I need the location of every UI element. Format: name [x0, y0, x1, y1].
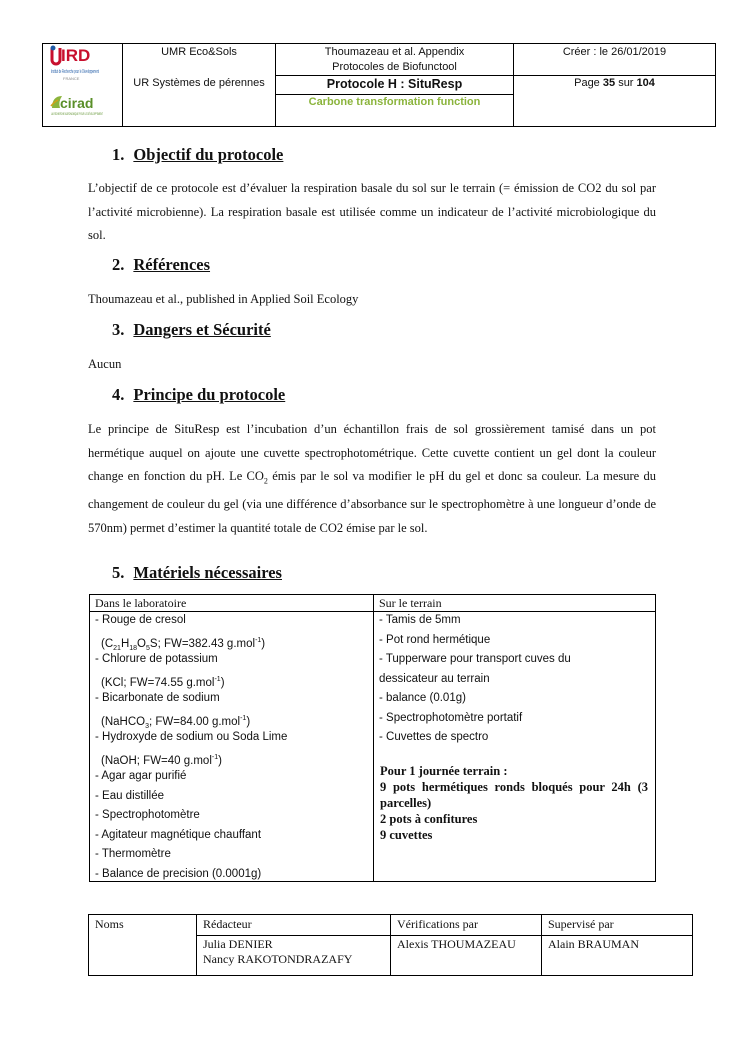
list-item: - Hydroxyde de sodium ou Soda Lime [95, 731, 288, 743]
section-heading-principle: 4. Principe du protocole [112, 385, 286, 404]
protocol-title: Protocole H : SituResp [326, 77, 463, 91]
document-header [42, 43, 716, 127]
author-name-2: Nancy RAKOTONDRAZAFY [203, 952, 353, 966]
list-item: - Bicarbonate de sodium [95, 692, 220, 704]
section-heading-references: 2. Références [112, 255, 211, 274]
supervisor-name: Alain BRAUMAN [548, 937, 640, 951]
field-day-summary [380, 763, 648, 843]
list-item: dessicateur au terrain [379, 672, 490, 685]
lab-materials-list [95, 611, 287, 884]
list-item: - Cuvettes de spectro [379, 731, 489, 743]
field-day-item: 9 pots hermétiques ronds bloqués pour 24h (3 parcelles) [380, 780, 648, 810]
approval-table [88, 914, 693, 976]
reviewer-header: Vérifications par [397, 917, 478, 931]
svg-text:FRANCE: FRANCE [63, 76, 80, 81]
author-header: Rédacteur [203, 917, 252, 931]
created-date: Créer : le 26/01/2019 [562, 46, 667, 58]
list-item: - Eau distillée [95, 789, 165, 802]
reference-line-1: Thoumazeau et al. Appendix [324, 46, 465, 58]
list-item: - Chlorure de potassium [95, 653, 218, 665]
ird-logo [51, 46, 100, 82]
objective-paragraph: L’objectif de ce protocole est d’évaluer la respiration basale du sol sur le terrain (= émission de CO2 du sol par l’activité microbienne). La respiration basale est utilisée comme un indicateur de l’activité microbiologique du sol. [88, 181, 656, 242]
principle-paragraph: Le principe de SituResp est l’incubation d’un échantillon frais de sol grossièrement tamisé dans un pot hermétique auquel on ajoute une cuvette spectrophotométrique. Cette cuvette contient un gel dont la couleur change en fonction du pH. Le $CO_2$ émis par le sol va modifier le pH du gel et donc sa couleur. La mesure du changement de couleur du gel (via une différence d’absorbance sur le spectrophomètre à une longueur d’onde de 570nm) permet d’estimer la quantité totale de CO2 émise par le sol. [88, 422, 656, 535]
svg-text:IRD: IRD [61, 46, 91, 65]
list-item: - Agar agar purifié [95, 770, 187, 782]
unit-cell [123, 44, 276, 126]
list-item: - Tamis de 5mm [379, 614, 461, 626]
institution-logos [43, 44, 146, 128]
svg-text:Institut de Recherche pour le: Institut de Recherche pour le Développement [51, 69, 100, 75]
field-day-item: 9 cuvettes [380, 828, 433, 842]
list-item: - Pot rond hermétique [379, 633, 491, 646]
logos-cell [43, 44, 146, 126]
list-item: - Spectrophotomètre [95, 809, 200, 821]
supervisor-header: Supervisé par [548, 917, 614, 931]
author-name-1: Julia DENIER [203, 937, 273, 951]
unit-name: UMR Eco&Sols [161, 46, 237, 58]
lab-column-header: Dans le laboratoire [95, 596, 187, 610]
list-item: (NaOH; FW=40 g.mol$^{-1}$) [101, 753, 222, 767]
list-item: - Tupperware pour transport cuves du [379, 653, 571, 665]
list-item: - Rouge de cresol [95, 614, 186, 626]
references-paragraph: Thoumazeau et al., published in Applied Soil Ecology [88, 292, 359, 306]
svg-text:LA RECHERCHE AGRONOMIQUE POUR: LA RECHERCHE AGRONOMIQUE POUR LE DÉVELOPPEMENT [51, 112, 146, 116]
list-item: (NaHCO$_3$; FW=84.00 g.mol$^{-1}$) [101, 714, 251, 730]
reference-cell [276, 44, 514, 126]
section-heading-objective: 1. Objectif du protocole [112, 145, 284, 164]
names-label: Noms [95, 917, 124, 931]
field-day-title: Pour 1 journée terrain : [380, 764, 508, 778]
list-item: (KCl; FW=74.55 g.mol$^{-1}$) [101, 675, 225, 689]
cirad-logo [51, 95, 146, 116]
field-column-header: Sur le terrain [379, 596, 442, 610]
materials-table [89, 594, 656, 882]
reviewer-name: Alexis THOUMAZEAU [397, 937, 516, 951]
field-day-item: 2 pots à confitures [380, 812, 478, 826]
page-number: Page 35 sur 104 [574, 77, 655, 89]
section-heading-materials: 5. Matériels nécessaires [112, 563, 282, 582]
list-item: - balance (0.01g) [379, 692, 466, 704]
list-item: - Agitateur magnétique chauffant [95, 828, 262, 841]
list-item: - Spectrophotomètre portatif [379, 711, 523, 724]
protocol-subtitle: Carbone transformation function [308, 96, 481, 108]
dangers-paragraph: Aucun [88, 357, 122, 371]
meta-cell [514, 44, 715, 126]
list-item: - Thermomètre [95, 848, 171, 860]
list-item: - Balance de precision (0.0001g) [95, 867, 262, 880]
research-unit-name: UR Systèmes de pérennes [133, 77, 265, 89]
reference-line-2: Protocoles de Biofunctool [332, 61, 457, 73]
section-heading-dangers: 3. Dangers et Sécurité [112, 320, 271, 339]
field-materials-list [379, 611, 571, 748]
list-item: ($C_{21}H_{18}O_5S$; FW=382.43 g.mol$^{-1}$) [101, 636, 266, 652]
svg-text:cirad: cirad [60, 95, 94, 111]
